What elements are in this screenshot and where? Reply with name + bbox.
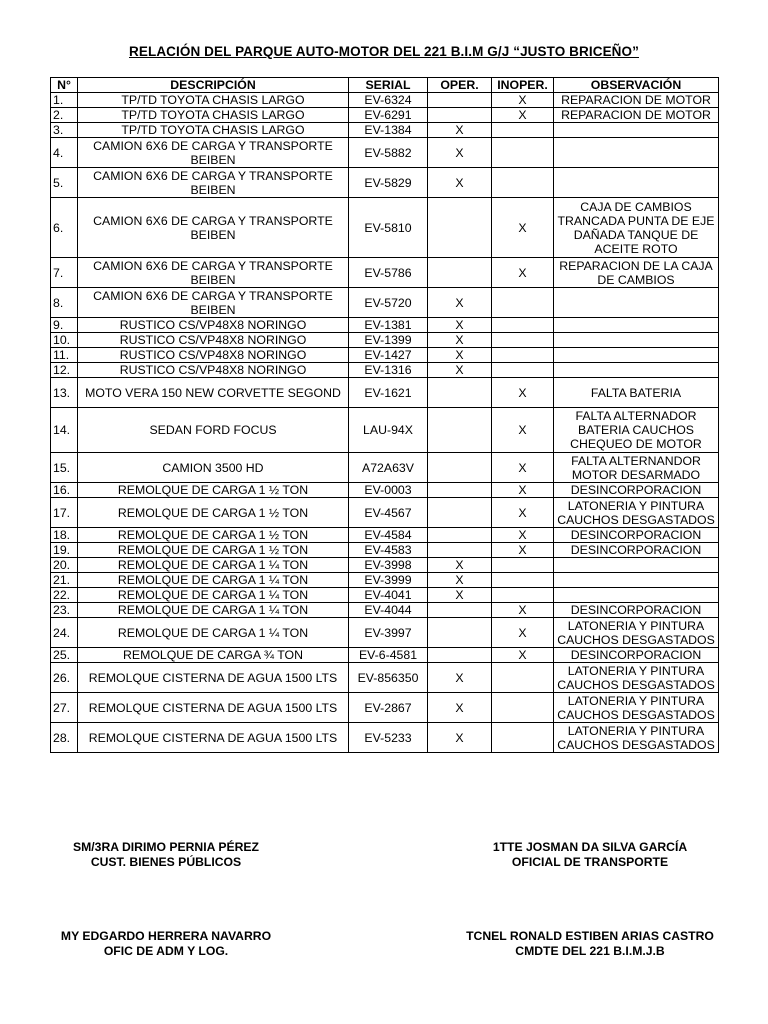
cell-description: REMOLQUE DE CARGA 1 ½ TON xyxy=(78,498,349,528)
cell-inoperational xyxy=(492,168,554,198)
cell-observation: FALTA ALTERNANDOR MOTOR DESARMADO xyxy=(554,453,719,483)
table-row xyxy=(51,318,719,333)
cell-number: 7. xyxy=(51,258,78,288)
cell-description: REMOLQUE CISTERNA DE AGUA 1500 LTS xyxy=(78,723,349,753)
cell-inoperational xyxy=(492,138,554,168)
table-row xyxy=(51,648,719,663)
cell-description: RUSTICO CS/VP48X8 NORINGO xyxy=(78,348,349,363)
cell-operational xyxy=(428,603,492,618)
cell-serial: EV-5829 xyxy=(349,168,428,198)
table-row xyxy=(51,453,719,483)
cell-serial: EV-4583 xyxy=(349,543,428,558)
cell-inoperational xyxy=(492,288,554,318)
cell-description: REMOLQUE CISTERNA DE AGUA 1500 LTS xyxy=(78,693,349,723)
cell-operational xyxy=(428,378,492,408)
signature-name: TCNEL RONALD ESTIBEN ARIAS CASTRO xyxy=(466,929,714,943)
cell-description: REMOLQUE DE CARGA 1 ½ TON xyxy=(78,483,349,498)
cell-observation: REPARACION DE MOTOR xyxy=(554,108,719,123)
cell-operational xyxy=(428,483,492,498)
cell-inoperational: X xyxy=(492,603,554,618)
table-header-row xyxy=(51,78,719,93)
cell-observation xyxy=(554,288,719,318)
cell-description: REMOLQUE DE CARGA 1 ½ TON xyxy=(78,528,349,543)
header-serial: SERIAL xyxy=(349,78,428,93)
signature-role: CUST. BIENES PÚBLICOS xyxy=(90,855,242,869)
cell-description: CAMION 3500 HD xyxy=(78,453,349,483)
cell-observation xyxy=(554,333,719,348)
cell-observation xyxy=(554,573,719,588)
cell-observation xyxy=(554,363,719,378)
header-inoperational: INOPER. xyxy=(492,78,554,93)
cell-number: 27. xyxy=(51,693,78,723)
cell-number: 6. xyxy=(51,198,78,258)
cell-operational xyxy=(428,108,492,123)
cell-serial: EV-4044 xyxy=(349,603,428,618)
cell-serial: EV-2867 xyxy=(349,693,428,723)
cell-serial: EV-5720 xyxy=(349,288,428,318)
cell-operational: X xyxy=(428,363,492,378)
cell-number: 26. xyxy=(51,663,78,693)
cell-description: CAMION 6X6 DE CARGA Y TRANSPORTE BEIBEN xyxy=(78,138,349,168)
table-row xyxy=(51,378,719,408)
cell-operational: X xyxy=(428,693,492,723)
cell-serial: EV-1381 xyxy=(349,318,428,333)
cell-serial: A72A63V xyxy=(349,453,428,483)
cell-number: 5. xyxy=(51,168,78,198)
cell-observation: CAJA DE CAMBIOS TRANCADA PUNTA DE EJE DAÑADA TANQUE DE ACEITE ROTO xyxy=(554,198,719,258)
cell-inoperational: X xyxy=(492,378,554,408)
table-row xyxy=(51,543,719,558)
cell-operational xyxy=(428,543,492,558)
cell-operational xyxy=(428,528,492,543)
cell-number: 19. xyxy=(51,543,78,558)
cell-observation xyxy=(554,588,719,603)
cell-inoperational: X xyxy=(492,408,554,453)
cell-serial: EV-3998 xyxy=(349,558,428,573)
cell-description: REMOLQUE DE CARGA 1 ¼ TON xyxy=(78,558,349,573)
cell-operational xyxy=(428,198,492,258)
cell-inoperational: X xyxy=(492,498,554,528)
cell-number: 10. xyxy=(51,333,78,348)
table-row xyxy=(51,693,719,723)
cell-observation: LATONERIA Y PINTURA CAUCHOS DESGASTADOS xyxy=(554,723,719,753)
cell-operational xyxy=(428,408,492,453)
signature-name: SM/3RA DIRIMO PERNIA PÉREZ xyxy=(73,840,259,854)
cell-number: 4. xyxy=(51,138,78,168)
cell-serial: EV-6-4581 xyxy=(349,648,428,663)
cell-operational: X xyxy=(428,318,492,333)
cell-operational: X xyxy=(428,288,492,318)
cell-serial: EV-1427 xyxy=(349,348,428,363)
table-row xyxy=(51,258,719,288)
cell-description: CAMION 6X6 DE CARGA Y TRANSPORTE BEIBEN xyxy=(78,258,349,288)
cell-observation: DESINCORPORACION xyxy=(554,543,719,558)
cell-number: 20. xyxy=(51,558,78,573)
header-description: DESCRIPCIÓN xyxy=(78,78,349,93)
table-row xyxy=(51,618,719,648)
cell-description: REMOLQUE DE CARGA 1 ½ TON xyxy=(78,543,349,558)
table-row xyxy=(51,93,719,108)
cell-observation: DESINCORPORACION xyxy=(554,528,719,543)
cell-number: 13. xyxy=(51,378,78,408)
cell-serial: EV-0003 xyxy=(349,483,428,498)
cell-inoperational: X xyxy=(492,483,554,498)
table-row xyxy=(51,198,719,258)
cell-serial: EV-5786 xyxy=(349,258,428,288)
document-title: RELACIÓN DEL PARQUE AUTO-MOTOR DEL 221 B.I.M G/J “JUSTO BRICEÑO” xyxy=(129,44,639,59)
cell-operational xyxy=(428,618,492,648)
cell-inoperational xyxy=(492,723,554,753)
table-row xyxy=(51,123,719,138)
cell-serial: EV-6291 xyxy=(349,108,428,123)
cell-inoperational: X xyxy=(492,453,554,483)
cell-operational: X xyxy=(428,663,492,693)
cell-description: REMOLQUE CISTERNA DE AGUA 1500 LTS xyxy=(78,663,349,693)
cell-serial: EV-4041 xyxy=(349,588,428,603)
cell-description: TP/TD TOYOTA CHASIS LARGO xyxy=(78,93,349,108)
table-row xyxy=(51,348,719,363)
cell-operational: X xyxy=(428,558,492,573)
cell-serial: EV-1399 xyxy=(349,333,428,348)
cell-operational: X xyxy=(428,348,492,363)
table-row xyxy=(51,483,719,498)
cell-number: 1. xyxy=(51,93,78,108)
cell-observation: LATONERIA Y PINTURA CAUCHOS DESGASTADOS xyxy=(554,693,719,723)
cell-operational: X xyxy=(428,573,492,588)
cell-description: REMOLQUE DE CARGA 1 ¼ TON xyxy=(78,618,349,648)
table-row xyxy=(51,603,719,618)
cell-number: 14. xyxy=(51,408,78,453)
cell-inoperational: X xyxy=(492,198,554,258)
cell-observation xyxy=(554,168,719,198)
cell-serial: EV-3997 xyxy=(349,618,428,648)
header-operational: OPER. xyxy=(428,78,492,93)
cell-serial: EV-1316 xyxy=(349,363,428,378)
cell-inoperational: X xyxy=(492,528,554,543)
cell-description: REMOLQUE DE CARGA 1 ¼ TON xyxy=(78,603,349,618)
table-row xyxy=(51,573,719,588)
signature-admin-officer xyxy=(40,929,292,959)
cell-operational: X xyxy=(428,723,492,753)
table-row xyxy=(51,723,719,753)
cell-observation: DESINCORPORACION xyxy=(554,603,719,618)
cell-inoperational xyxy=(492,348,554,363)
cell-number: 28. xyxy=(51,723,78,753)
signature-name: MY EDGARDO HERRERA NAVARRO xyxy=(60,929,272,943)
cell-description: REMOLQUE DE CARGA 1 ¼ TON xyxy=(78,573,349,588)
cell-inoperational: X xyxy=(492,648,554,663)
cell-inoperational xyxy=(492,123,554,138)
vehicle-inventory-table xyxy=(50,77,719,753)
cell-description: REMOLQUE DE CARGA 1 ¼ TON xyxy=(78,588,349,603)
cell-observation: LATONERIA Y PINTURA CAUCHOS DESGASTADOS xyxy=(554,663,719,693)
cell-observation xyxy=(554,558,719,573)
cell-number: 12. xyxy=(51,363,78,378)
cell-description: RUSTICO CS/VP48X8 NORINGO xyxy=(78,333,349,348)
table-row xyxy=(51,528,719,543)
cell-number: 21. xyxy=(51,573,78,588)
cell-operational xyxy=(428,453,492,483)
table-row xyxy=(51,558,719,573)
signature-role: OFICIAL DE TRANSPORTE xyxy=(511,855,669,869)
cell-inoperational xyxy=(492,588,554,603)
cell-description: TP/TD TOYOTA CHASIS LARGO xyxy=(78,108,349,123)
cell-operational: X xyxy=(428,123,492,138)
table-row xyxy=(51,168,719,198)
cell-operational xyxy=(428,93,492,108)
cell-number: 22. xyxy=(51,588,78,603)
cell-inoperational: X xyxy=(492,618,554,648)
table-row xyxy=(51,138,719,168)
cell-inoperational xyxy=(492,573,554,588)
cell-description: RUSTICO CS/VP48X8 NORINGO xyxy=(78,318,349,333)
table-body xyxy=(51,93,719,753)
cell-number: 9. xyxy=(51,318,78,333)
signature-transport-officer xyxy=(450,840,730,870)
cell-serial: EV-1621 xyxy=(349,378,428,408)
cell-inoperational: X xyxy=(492,258,554,288)
cell-observation: LATONERIA Y PINTURA CAUCHOS DESGASTADOS xyxy=(554,498,719,528)
cell-description: CAMION 6X6 DE CARGA Y TRANSPORTE BEIBEN xyxy=(78,198,349,258)
cell-number: 8. xyxy=(51,288,78,318)
cell-number: 16. xyxy=(51,483,78,498)
cell-inoperational xyxy=(492,663,554,693)
cell-number: 3. xyxy=(51,123,78,138)
cell-number: 11. xyxy=(51,348,78,363)
cell-serial: EV-5810 xyxy=(349,198,428,258)
cell-number: 24. xyxy=(51,618,78,648)
cell-description: REMOLQUE DE CARGA ¾ TON xyxy=(78,648,349,663)
cell-inoperational: X xyxy=(492,543,554,558)
cell-inoperational xyxy=(492,693,554,723)
table-row xyxy=(51,588,719,603)
cell-serial: EV-4567 xyxy=(349,498,428,528)
cell-observation: REPARACION DE LA CAJA DE CAMBIOS xyxy=(554,258,719,288)
cell-inoperational: X xyxy=(492,108,554,123)
cell-observation: REPARACION DE MOTOR xyxy=(554,93,719,108)
table-row xyxy=(51,333,719,348)
cell-operational: X xyxy=(428,138,492,168)
cell-serial: EV-5233 xyxy=(349,723,428,753)
cell-operational xyxy=(428,498,492,528)
header-observation: OBSERVACIÓN xyxy=(554,78,719,93)
cell-observation: DESINCORPORACION xyxy=(554,483,719,498)
cell-number: 2. xyxy=(51,108,78,123)
cell-operational: X xyxy=(428,168,492,198)
cell-serial: EV-4584 xyxy=(349,528,428,543)
cell-observation: FALTA BATERIA xyxy=(554,378,719,408)
cell-inoperational xyxy=(492,318,554,333)
cell-serial: EV-1384 xyxy=(349,123,428,138)
cell-description: CAMION 6X6 DE CARGA Y TRANSPORTE BEIBEN xyxy=(78,168,349,198)
cell-inoperational: X xyxy=(492,93,554,108)
cell-observation xyxy=(554,123,719,138)
cell-observation xyxy=(554,138,719,168)
cell-observation: FALTA ALTERNADOR BATERIA CAUCHOS CHEQUEO DE MOTOR xyxy=(554,408,719,453)
cell-inoperational xyxy=(492,558,554,573)
cell-serial: EV-6324 xyxy=(349,93,428,108)
cell-description: CAMION 6X6 DE CARGA Y TRANSPORTE BEIBEN xyxy=(78,288,349,318)
cell-number: 15. xyxy=(51,453,78,483)
table-row xyxy=(51,108,719,123)
cell-serial: EV-3999 xyxy=(349,573,428,588)
cell-operational: X xyxy=(428,333,492,348)
header-number: N° xyxy=(51,78,78,93)
cell-number: 25. xyxy=(51,648,78,663)
cell-number: 18. xyxy=(51,528,78,543)
cell-operational xyxy=(428,648,492,663)
signature-name: 1TTE JOSMAN DA SILVA GARCÍA xyxy=(492,840,688,854)
cell-number: 23. xyxy=(51,603,78,618)
cell-operational: X xyxy=(428,588,492,603)
table-row xyxy=(51,408,719,453)
cell-observation xyxy=(554,348,719,363)
cell-inoperational xyxy=(492,333,554,348)
cell-description: MOTO VERA 150 NEW CORVETTE SEGOND xyxy=(78,378,349,408)
cell-observation: DESINCORPORACION xyxy=(554,648,719,663)
table-row xyxy=(51,363,719,378)
cell-serial: EV-5882 xyxy=(349,138,428,168)
cell-operational xyxy=(428,258,492,288)
table-row xyxy=(51,663,719,693)
cell-description: TP/TD TOYOTA CHASIS LARGO xyxy=(78,123,349,138)
cell-description: RUSTICO CS/VP48X8 NORINGO xyxy=(78,363,349,378)
cell-description: SEDAN FORD FOCUS xyxy=(78,408,349,453)
cell-inoperational xyxy=(492,363,554,378)
cell-serial: EV-856350 xyxy=(349,663,428,693)
cell-observation: LATONERIA Y PINTURA CAUCHOS DESGASTADOS xyxy=(554,618,719,648)
cell-number: 17. xyxy=(51,498,78,528)
table-row xyxy=(51,288,719,318)
cell-observation xyxy=(554,318,719,333)
cell-serial: LAU-94X xyxy=(349,408,428,453)
signature-role: CMDTE DEL 221 B.I.M.J.B xyxy=(515,944,665,958)
table-row xyxy=(51,498,719,528)
signature-commander xyxy=(440,929,740,959)
signature-custodian xyxy=(40,840,292,870)
signature-role: OFIC DE ADM Y LOG. xyxy=(103,944,229,958)
